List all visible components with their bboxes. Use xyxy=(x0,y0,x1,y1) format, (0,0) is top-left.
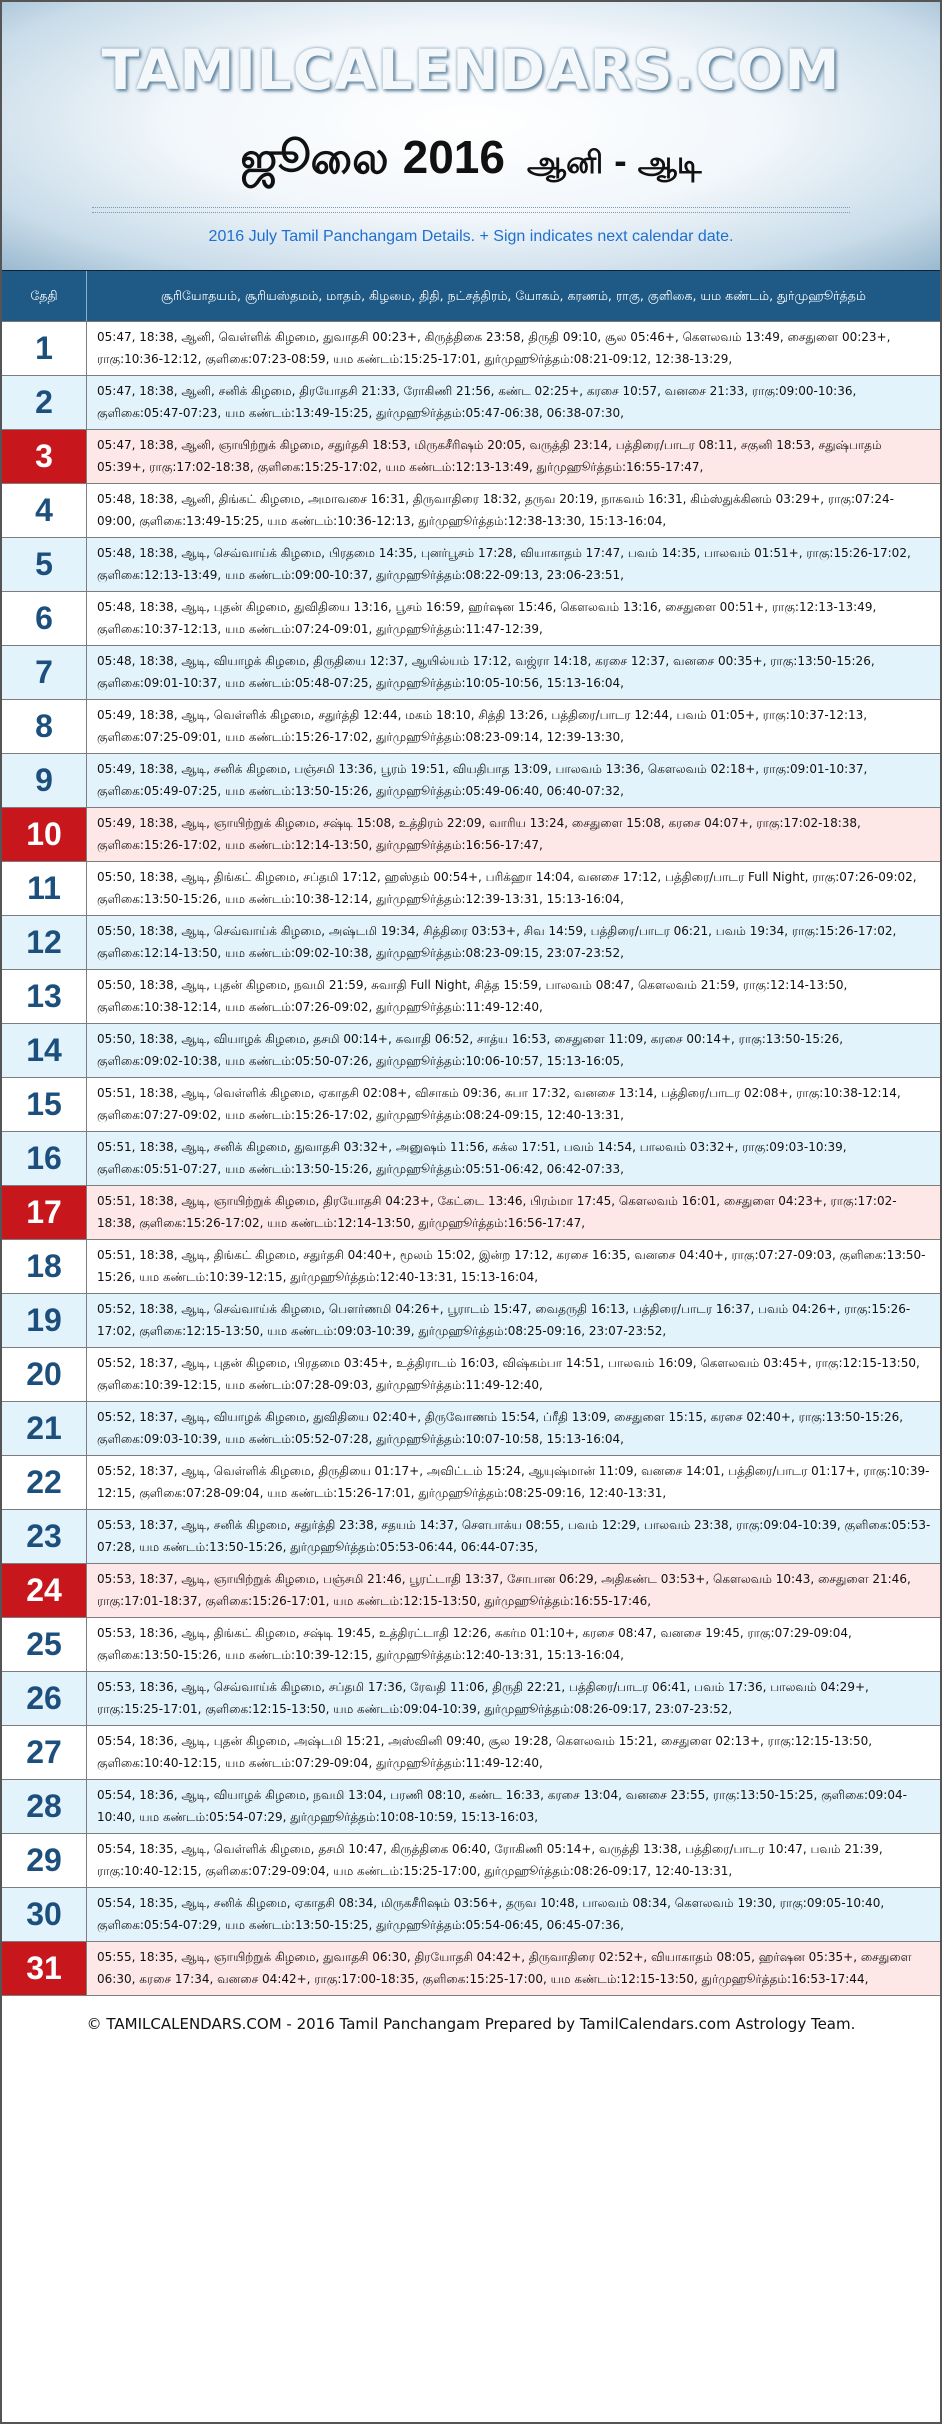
day-row xyxy=(2,1078,940,1132)
date-number: 19 xyxy=(2,1294,87,1347)
day-details: 05:49, 18:38, ஆடி, சனிக் கிழமை, பஞ்சமி 13:36, பூரம் 19:51, வியதிபாத 13:09, பாலவம் 13:36, கௌலவம் 02:18+, ராகு:09:01-10:37, குளிகை:05:49-07:25, யம கண்டம்:13:50-15:26, துர்முஹூர்த்தம்:05:49-06:40, 06:40-07:32, xyxy=(97,762,868,798)
day-details: 05:51, 18:38, ஆடி, திங்கட் கிழமை, சதுர்தசி 04:40+, மூலம் 15:02, இன்ற 17:12, கரசை 16:35, வனசை 04:40+, ராகு:07:27-09:03, குளிகை:13:50-15:26, யம கண்டம்:10:39-12:15, துர்முஹூர்த்தம்:12:40-13:31, 15:13-16:04, xyxy=(97,1248,926,1284)
day-details: 05:52, 18:37, ஆடி, வியாழக் கிழமை, துவிதியை 02:40+, திருவோணம் 15:54, ப்ரீதி 13:09, சைதுளை 15:15, கரசை 02:40+, ராகு:13:50-15:26, குளிகை:09:03-10:39, யம கண்டம்:05:52-07:28, துர்முஹூர்த்தம்:10:07-10:58, 15:13-16:04, xyxy=(97,1410,904,1446)
day-details: 05:52, 18:38, ஆடி, செவ்வாய்க் கிழமை, பௌர்ணமி 04:26+, பூராடம் 15:47, வைதருதி 16:13, பத்திரை/பாடர 16:37, பவம் 04:26+, ராகு:15:26-17:02, குளிகை:12:15-13:50, யம கண்டம்:09:03-10:39, துர்முஹூர்த்தம்:08:25-09:16, 23:07-23:52, xyxy=(97,1302,911,1338)
day-details: 05:48, 18:38, ஆடி, செவ்வாய்க் கிழமை, பிரதமை 14:35, புனர்பூசம் 17:28, வியாகாதம் 17:47, பவம் 14:35, பாலவம் 01:51+, ராகு:15:26-17:02, குளிகை:12:13-13:49, யம கண்டம்:09:00-10:37, துர்முஹூர்த்தம்:08:22-09:13, 23:06-23:51, xyxy=(97,546,911,582)
sunday-date-number: 3 xyxy=(2,430,87,483)
day-details: 05:51, 18:38, ஆடி, ஞாயிற்றுக் கிழமை, திரயோதசி 04:23+, கேட்டை 13:46, பிரம்மா 17:45, கௌலவம் 16:01, சைதுளை 04:23+, ராகு:17:02-18:38, குளிகை:15:26-17:02, யம கண்டம்:12:14-13:50, துர்முஹூர்த்தம்:16:56-17:47, xyxy=(97,1194,897,1230)
site-title: TAMILCALENDARS.COM xyxy=(101,38,841,102)
day-details: 05:51, 18:38, ஆடி, வெள்ளிக் கிழமை, ஏகாதசி 02:08+, விசாகம் 09:36, சுபா 17:32, வனசை 13:14, பத்திரை/பாடர 02:08+, ராகு:10:38-12:14, குளிகை:07:27-09:02, யம கண்டம்:15:26-17:02, துர்முஹூர்த்தம்:08:24-09:15, 12:40-13:31, xyxy=(97,1086,901,1122)
date-number: 13 xyxy=(2,970,87,1023)
day-row xyxy=(2,1564,940,1618)
day-row xyxy=(2,1888,940,1942)
date-number: 23 xyxy=(2,1510,87,1563)
header-banner xyxy=(2,2,940,270)
day-details: 05:54, 18:35, ஆடி, வெள்ளிக் கிழமை, தசமி 10:47, கிருத்திகை 06:40, ரோகிணி 05:14+, வருத்தி 13:38, பத்திரை/பாடர 10:47, பவம் 21:39, ராகு:10:40-12:15, குளிகை:07:29-09:04, யம கண்டம்:15:25-17:00, துர்முஹூர்த்தம்:08:26-09:17, 12:40-13:31, xyxy=(97,1842,883,1878)
day-details: 05:49, 18:38, ஆடி, ஞாயிற்றுக் கிழமை, சஷ்டி 15:08, உத்திரம் 22:09, வாரிய 13:24, சைதுளை 15:08, கரசை 04:07+, ராகு:17:02-18:38, குளிகை:15:26-17:02, யம கண்டம்:12:14-13:50, துர்முஹூர்த்தம்:16:56-17:47, xyxy=(97,816,861,852)
day-details: 05:47, 18:38, ஆனி, வெள்ளிக் கிழமை, துவாதசி 00:23+, கிருத்திகை 23:58, திருதி 09:10, சூல 05:46+, கௌலவம் 13:49, சைதுளை 00:23+, ராகு:10:36-12:12, குளிகை:07:23-08:59, யம கண்டம்:15:25-17:01, துர்முஹூர்த்தம்:08:21-09:12, 12:38-13:29, xyxy=(97,330,891,366)
day-row xyxy=(2,1510,940,1564)
date-number: 6 xyxy=(2,592,87,645)
sunday-date-number: 31 xyxy=(2,1942,87,1995)
date-number: 14 xyxy=(2,1024,87,1077)
day-row xyxy=(2,1726,940,1780)
column-header-date: தேதி xyxy=(2,271,87,321)
day-row xyxy=(2,1240,940,1294)
footer: © TAMILCALENDARS.COM - 2016 Tamil Panchangam Prepared by TamilCalendars.com Astrology Team. xyxy=(2,1996,940,2051)
date-number: 25 xyxy=(2,1618,87,1671)
day-row xyxy=(2,700,940,754)
day-details: 05:53, 18:36, ஆடி, திங்கட் கிழமை, சஷ்டி 19:45, உத்திரட்டாதி 12:26, சுகர்ம 01:10+, கரசை 08:47, வனசை 19:45, ராகு:07:29-09:04, குளிகை:13:50-15:26, யம கண்டம்:10:39-12:15, துர்முஹூர்த்தம்:12:40-13:31, 15:13-16:04, xyxy=(97,1626,852,1662)
year-label: 2016 xyxy=(402,131,505,183)
day-row xyxy=(2,592,940,646)
date-number: 21 xyxy=(2,1402,87,1455)
day-details: 05:52, 18:37, ஆடி, புதன் கிழமை, பிரதமை 03:45+, உத்திராடம் 16:03, விஷ்கம்பா 14:51, பாலவம் 16:09, கௌலவம் 03:45+, ராகு:12:15-13:50, குளிகை:10:39-12:15, யம கண்டம்:07:28-09:03, துர்முஹூர்த்தம்:11:49-12:40, xyxy=(97,1356,920,1392)
month-name-tamil: ஜூலை xyxy=(240,133,389,184)
day-details: 05:51, 18:38, ஆடி, சனிக் கிழமை, துவாதசி 03:32+, அனுஷம் 11:56, சுக்ல 17:51, பவம் 14:54, பாலவம் 03:32+, ராகு:09:03-10:39, குளிகை:05:51-07:27, யம கண்டம்:13:50-15:26, துர்முஹூர்த்தம்:05:51-06:42, 06:42-07:33, xyxy=(97,1140,847,1176)
day-details: 05:49, 18:38, ஆடி, வெள்ளிக் கிழமை, சதுர்த்தி 12:44, மகம் 18:10, சித்தி 13:26, பத்திரை/பாடர 12:44, பவம் 01:05+, ராகு:10:37-12:13, குளிகை:07:25-09:01, யம கண்டம்:15:26-17:02, துர்முஹூர்த்தம்:08:23-09:14, 12:39-13:30, xyxy=(97,708,868,744)
sunday-date-number: 17 xyxy=(2,1186,87,1239)
day-row xyxy=(2,1132,940,1186)
day-details: 05:47, 18:38, ஆனி, சனிக் கிழமை, திரயோதசி 21:33, ரோகிணி 21:56, கண்ட 02:25+, கரசை 10:57, வனசை 21:33, ராகு:09:00-10:36, குளிகை:05:47-07:23, யம கண்டம்:13:49-15:25, துர்முஹூர்த்தம்:05:47-06:38, 06:38-07:30, xyxy=(97,384,857,420)
day-row xyxy=(2,862,940,916)
day-row xyxy=(2,970,940,1024)
day-details: 05:50, 18:38, ஆடி, வியாழக் கிழமை, தசமி 00:14+, சுவாதி 06:52, சாத்ய 16:53, சைதுளை 11:09, கரசை 00:14+, ராகு:13:50-15:26, குளிகை:09:02-10:38, யம கண்டம்:05:50-07:26, துர்முஹூர்த்தம்:10:06-10:57, 15:13-16:05, xyxy=(97,1032,844,1068)
day-details: 05:50, 18:38, ஆடி, புதன் கிழமை, நவமி 21:59, சுவாதி Full Night, சித்த 15:59, பாலவம் 08:47, கௌலவம் 21:59, ராகு:12:14-13:50, குளிகை:10:38-12:14, யம கண்டம்:07:26-09:02, துர்முஹூர்த்தம்:11:49-12:40, xyxy=(97,978,848,1014)
day-details: 05:53, 18:37, ஆடி, ஞாயிற்றுக் கிழமை, பஞ்சமி 21:46, பூரட்டாதி 13:37, சோபான 06:29, அதிகண்ட 03:53+, கௌலவம் 10:43, சைதுளை 21:46, ராகு:17:01-18:37, குளிகை:15:26-17:01, யம கண்டம்:12:15-13:50, துர்முஹூர்த்தம்:16:55-17:46, xyxy=(97,1572,911,1608)
tamil-months-label: ஆனி - ஆடி xyxy=(526,145,702,181)
date-number: 1 xyxy=(2,322,87,375)
date-number: 9 xyxy=(2,754,87,807)
date-number: 7 xyxy=(2,646,87,699)
date-number: 20 xyxy=(2,1348,87,1401)
day-row xyxy=(2,808,940,862)
day-row xyxy=(2,1402,940,1456)
date-number: 15 xyxy=(2,1078,87,1131)
day-row xyxy=(2,754,940,808)
day-details: 05:55, 18:35, ஆடி, ஞாயிற்றுக் கிழமை, துவாதசி 06:30, திரயோதசி 04:42+, திருவாதிரை 02:52+, வியாகாதம் 08:05, ஹர்ஷன 05:35+, சைதுளை 06:30, கரசை 17:34, வனசை 04:42+, ராகு:17:00-18:35, குளிகை:15:25-17:00, யம கண்டம்:12:15-13:50, துர்முஹூர்த்தம்:16:53-17:44, xyxy=(97,1950,912,1986)
day-details: 05:47, 18:38, ஆனி, ஞாயிற்றுக் கிழமை, சதுர்தசி 18:53, மிருகசீரிஷம் 20:05, வருத்தி 23:14, பத்திரை/பாடர 08:11, சகுனி 18:53, சதுஷ்பாதம் 05:39+, ராகு:17:02-18:38, குளிகை:15:25-17:02, யம கண்டம்:12:13-13:49, துர்முஹூர்த்தம்:16:55-17:47, xyxy=(97,438,882,474)
header-note: 2016 July Tamil Panchangam Details. + Sign indicates next calendar date. xyxy=(208,228,734,245)
date-number: 30 xyxy=(2,1888,87,1941)
date-number: 12 xyxy=(2,916,87,969)
day-details: 05:52, 18:37, ஆடி, வெள்ளிக் கிழமை, திருதியை 01:17+, அவிட்டம் 15:24, ஆயுஷ்மான் 11:09, வனசை 14:01, பத்திரை/பாடர 01:17+, ராகு:10:39-12:15, குளிகை:07:28-09:04, யம கண்டம்:15:26-17:01, துர்முஹூர்த்தம்:08:25-09:16, 12:40-13:31, xyxy=(97,1464,930,1500)
day-details: 05:53, 18:36, ஆடி, செவ்வாய்க் கிழமை, சப்தமி 17:36, ரேவதி 11:06, திருதி 22:21, பத்திரை/பாடர 06:41, பவம் 17:36, பாலவம் 04:29+, ராகு:15:25-17:01, குளிகை:12:15-13:50, யம கண்டம்:09:04-10:39, துர்முஹூர்த்தம்:08:26-09:17, 23:07-23:52, xyxy=(97,1680,869,1716)
date-number: 8 xyxy=(2,700,87,753)
day-row xyxy=(2,1618,940,1672)
date-number: 16 xyxy=(2,1132,87,1185)
day-row xyxy=(2,1942,940,1996)
day-row xyxy=(2,1294,940,1348)
day-row xyxy=(2,1672,940,1726)
date-number: 27 xyxy=(2,1726,87,1779)
date-number: 22 xyxy=(2,1456,87,1509)
month-title xyxy=(2,130,940,190)
day-row xyxy=(2,1834,940,1888)
day-row xyxy=(2,1780,940,1834)
day-row xyxy=(2,376,940,430)
day-details: 05:48, 18:38, ஆனி, திங்கட் கிழமை, அமாவசை 16:31, திருவாதிரை 18:32, தருவ 20:19, நாகவம் 16:31, கிம்ஸ்துக்கினம் 03:29+, ராகு:07:24-09:00, குளிகை:13:49-15:25, யம கண்டம்:10:36-12:13, துர்முஹூர்த்தம்:12:38-13:30, 15:13-16:04, xyxy=(97,492,894,528)
day-row xyxy=(2,1024,940,1078)
day-row xyxy=(2,484,940,538)
day-details: 05:54, 18:35, ஆடி, சனிக் கிழமை, ஏகாதசி 08:34, மிருகசீரிஷம் 03:56+, தருவ 10:48, பாலவம் 08:34, கௌலவம் 19:30, ராகு:09:05-10:40, குளிகை:05:54-07:29, யம கண்டம்:13:50-15:25, துர்முஹூர்த்தம்:05:54-06:45, 06:45-07:36, xyxy=(97,1896,885,1932)
sunday-date-number: 10 xyxy=(2,808,87,861)
day-details: 05:48, 18:38, ஆடி, வியாழக் கிழமை, திருதியை 12:37, ஆயில்யம் 17:12, வஜ்ரா 14:18, கரசை 12:37, வனசை 00:35+, ராகு:13:50-15:26, குளிகை:09:01-10:37, யம கண்டம்:05:48-07:25, துர்முஹூர்த்தம்:10:05-10:56, 15:13-16:04, xyxy=(97,654,875,690)
day-row xyxy=(2,1186,940,1240)
day-row xyxy=(2,916,940,970)
date-number: 4 xyxy=(2,484,87,537)
day-details: 05:50, 18:38, ஆடி, செவ்வாய்க் கிழமை, அஷ்டமி 19:34, சித்திரை 03:53+, சிவ 14:59, பத்திரை/பாடர 06:21, பவம் 19:34, ராகு:15:26-17:02, குளிகை:12:14-13:50, யம கண்டம்:09:02-10:38, துர்முஹூர்த்தம்:08:23-09:15, 23:07-23:52, xyxy=(97,924,897,960)
calendar-rows xyxy=(2,321,940,1996)
day-row xyxy=(2,1456,940,1510)
date-number: 26 xyxy=(2,1672,87,1725)
column-header-details: சூரியோதயம், சூரியஸ்தமம், மாதம், கிழமை, திதி, நட்சத்திரம், யோகம், கரணம், ராகு, குளிகை, யம கண்டம், துர்முஹூர்த்தம் xyxy=(161,287,866,303)
day-details: 05:48, 18:38, ஆடி, புதன் கிழமை, துவிதியை 13:16, பூசம் 16:59, ஹர்ஷன 15:46, கௌலவம் 13:16, சைதுளை 00:51+, ராகு:12:13-13:49, குளிகை:10:37-12:13, யம கண்டம்:07:24-09:01, துர்முஹூர்த்தம்:11:47-12:39, xyxy=(97,600,877,636)
sunday-date-number: 24 xyxy=(2,1564,87,1617)
day-details: 05:54, 18:36, ஆடி, வியாழக் கிழமை, நவமி 13:04, பரணி 08:10, கண்ட 16:33, கரசை 13:04, வனசை 23:55, ராகு:13:50-15:25, குளிகை:09:04-10:40, யம கண்டம்:05:54-07:29, துர்முஹூர்த்தம்:10:08-10:59, 15:13-16:03, xyxy=(97,1788,907,1824)
day-row xyxy=(2,1348,940,1402)
date-number: 2 xyxy=(2,376,87,429)
ornament-divider xyxy=(92,207,850,216)
date-number: 5 xyxy=(2,538,87,591)
date-number: 11 xyxy=(2,862,87,915)
day-row xyxy=(2,322,940,376)
day-row xyxy=(2,538,940,592)
day-row xyxy=(2,646,940,700)
day-details: 05:54, 18:36, ஆடி, புதன் கிழமை, அஷ்டமி 15:21, அஸ்வினி 09:40, சூல 19:28, கௌலவம் 15:21, சைதுளை 02:13+, ராகு:12:15-13:50, குளிகை:10:40-12:15, யம கண்டம்:07:29-09:04, துர்முஹூர்த்தம்:11:49-12:40, xyxy=(97,1734,873,1770)
day-row xyxy=(2,430,940,484)
day-details: 05:50, 18:38, ஆடி, திங்கட் கிழமை, சப்தமி 17:12, ஹஸ்தம் 00:54+, பரிக்ஹா 14:04, வனசை 17:12, பத்திரை/பாடர Full Night, ராகு:07:26-09:02, குளிகை:13:50-15:26, யம கண்டம்:10:38-12:14, துர்முஹூர்த்தம்:12:39-13:31, 15:13-16:04, xyxy=(97,870,917,906)
date-number: 29 xyxy=(2,1834,87,1887)
date-number: 18 xyxy=(2,1240,87,1293)
day-details: 05:53, 18:37, ஆடி, சனிக் கிழமை, சதுர்த்தி 23:38, சதயம் 14:37, சௌபாக்ய 08:55, பவம் 12:29, பாலவம் 23:38, ராகு:09:04-10:39, குளிகை:05:53-07:28, யம கண்டம்:13:50-15:26, துர்முஹூர்த்தம்:05:53-06:44, 06:44-07:35, xyxy=(97,1518,931,1554)
date-number: 28 xyxy=(2,1780,87,1833)
table-header xyxy=(2,270,940,321)
